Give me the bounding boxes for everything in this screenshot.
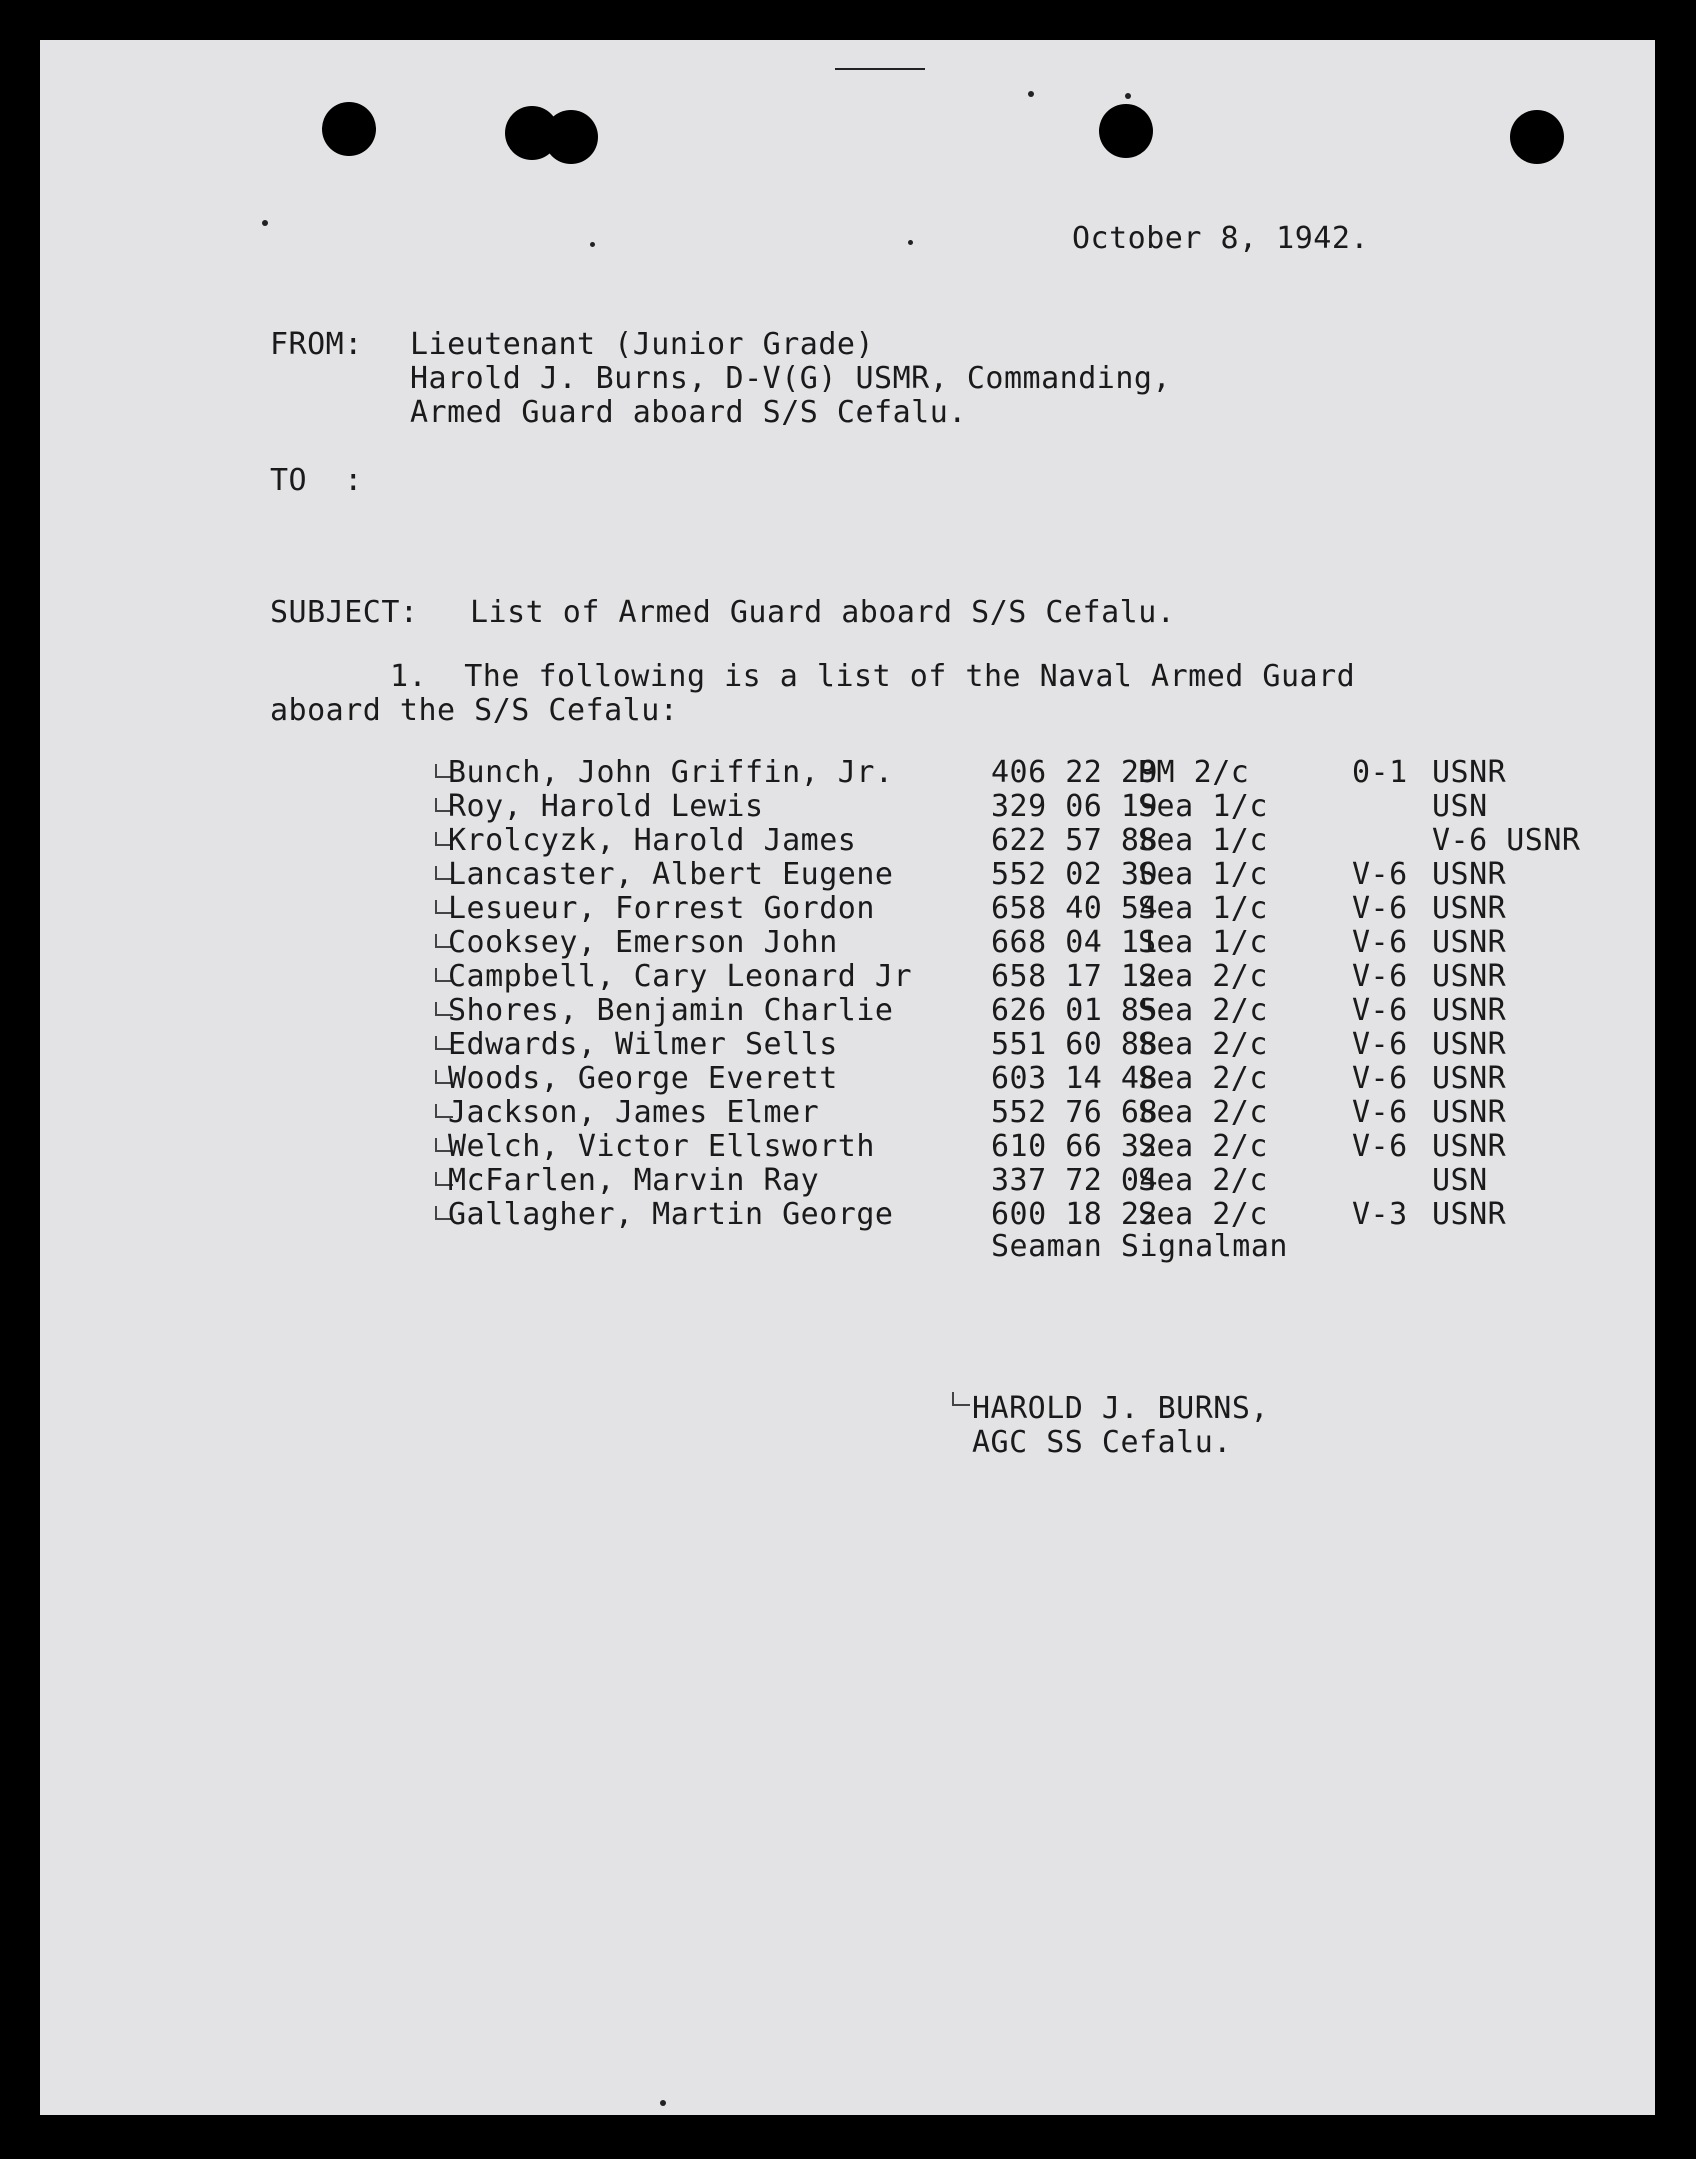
roster-row <box>40 790 1655 824</box>
roster-service: USNR <box>1432 925 1507 960</box>
roster-service: USNR <box>1432 857 1507 892</box>
roster-service: USNR <box>1432 959 1507 994</box>
roster-class: V-6 <box>1352 1061 1408 1096</box>
roster-service-number: 626 01 85 <box>991 993 1159 1028</box>
roster-service-number: 658 40 54 <box>991 891 1159 926</box>
speck <box>262 220 268 226</box>
roster-name: Krolcyzk, Harold James <box>448 823 857 858</box>
roster-service-number: 329 06 19 <box>991 789 1159 824</box>
roster-class: 0-1 <box>1352 755 1408 790</box>
roster-row <box>40 824 1655 858</box>
roster-class: V-6 <box>1352 1095 1408 1130</box>
roster-service-number: 668 04 11 <box>991 925 1159 960</box>
roster-service-number: 622 57 88 <box>991 823 1159 858</box>
roster-name: Roy, Harold Lewis <box>448 789 764 824</box>
roster-name: Bunch, John Griffin, Jr. <box>448 755 894 790</box>
roster-rate: Sea 2/c <box>1138 1061 1268 1096</box>
roster-class: V-6 <box>1352 1129 1408 1164</box>
roster-rate: Sea 1/c <box>1138 857 1268 892</box>
roster-name: Lesueur, Forrest Gordon <box>448 891 875 926</box>
subject-label: SUBJECT: <box>270 595 419 630</box>
roster-row <box>40 926 1655 960</box>
roster-rate: Sea 1/c <box>1138 789 1268 824</box>
roster-service: USNR <box>1432 1095 1507 1130</box>
roster-rate: Sea 2/c <box>1138 959 1268 994</box>
top-mark <box>835 68 925 70</box>
roster-name: Lancaster, Albert Eugene <box>448 857 894 892</box>
date: October 8, 1942. <box>1072 221 1369 256</box>
roster-service-number: 406 22 29 <box>991 755 1159 790</box>
punch-hole <box>322 102 376 156</box>
roster-rate: Sea 1/c <box>1138 891 1268 926</box>
signature-title: AGC SS Cefalu. <box>972 1425 1232 1460</box>
punch-hole <box>1510 110 1564 164</box>
punch-hole <box>544 110 598 164</box>
roster-class: V-6 <box>1352 857 1408 892</box>
roster-rate: Sea 2/c <box>1138 1197 1268 1232</box>
roster-service: USNR <box>1432 755 1507 790</box>
roster-row <box>40 994 1655 1028</box>
roster-class: V-6 <box>1352 993 1408 1028</box>
roster-name: Cooksey, Emerson John <box>448 925 838 960</box>
roster-service: V-6 USNR <box>1432 823 1581 858</box>
roster-service-number: 610 66 32 <box>991 1129 1159 1164</box>
roster-service: USNR <box>1432 1197 1507 1232</box>
roster-rate: Sea 1/c <box>1138 925 1268 960</box>
punch-hole <box>1099 104 1153 158</box>
to-label: TO : <box>270 463 363 498</box>
speck <box>908 240 913 245</box>
roster-service: USNR <box>1432 1027 1507 1062</box>
subject-text: List of Armed Guard aboard S/S Cefalu. <box>470 595 1176 630</box>
roster-row <box>40 1028 1655 1062</box>
speck <box>1028 91 1034 97</box>
roster-name: Shores, Benjamin Charlie <box>448 993 894 1028</box>
from-line: Armed Guard aboard S/S Cefalu. <box>410 395 967 430</box>
roster-service-number: 552 02 30 <box>991 857 1159 892</box>
from-line: Lieutenant (Junior Grade) <box>410 327 875 362</box>
roster-list <box>40 756 1655 1276</box>
roster-rate: BM 2/c <box>1138 755 1250 790</box>
roster-class: V-6 <box>1352 1027 1408 1062</box>
roster-row <box>40 1096 1655 1130</box>
roster-row <box>40 892 1655 926</box>
roster-rate: Sea 2/c <box>1138 1027 1268 1062</box>
from-line: Harold J. Burns, D-V(G) USMR, Commanding, <box>410 361 1172 396</box>
roster-name: Welch, Victor Ellsworth <box>448 1129 875 1164</box>
roster-row <box>40 756 1655 790</box>
roster-service: USN <box>1432 789 1488 824</box>
roster-service: USNR <box>1432 1129 1507 1164</box>
roster-rate: Sea 2/c <box>1138 1129 1268 1164</box>
roster-service-number: 600 18 22 <box>991 1197 1159 1232</box>
roster-service-number: 337 72 04 <box>991 1163 1159 1198</box>
roster-service: USN <box>1432 1163 1488 1198</box>
roster-row <box>40 1198 1655 1232</box>
roster-row <box>40 858 1655 892</box>
paragraph-line: aboard the S/S Cefalu: <box>270 693 679 728</box>
signature-name: HAROLD J. BURNS, <box>972 1391 1269 1426</box>
roster-row <box>40 1062 1655 1096</box>
roster-class: V-6 <box>1352 959 1408 994</box>
roster-service-number: 658 17 12 <box>991 959 1159 994</box>
roster-rate: Sea 2/c <box>1138 1095 1268 1130</box>
roster-note: Seaman Signalman <box>991 1229 1288 1264</box>
roster-service: USNR <box>1432 993 1507 1028</box>
roster-name: Edwards, Wilmer Sells <box>448 1027 838 1062</box>
roster-name: Campbell, Cary Leonard Jr <box>448 959 913 994</box>
speck <box>1125 93 1131 99</box>
speck <box>590 242 595 247</box>
roster-service-number: 551 60 88 <box>991 1027 1159 1062</box>
roster-row <box>40 1164 1655 1198</box>
roster-service: USNR <box>1432 1061 1507 1096</box>
from-label: FROM: <box>270 327 363 362</box>
roster-class: V-3 <box>1352 1197 1408 1232</box>
paragraph-line: 1. The following is a list of the Naval Armed Guard <box>390 659 1356 694</box>
roster-name: Gallagher, Martin George <box>448 1197 894 1232</box>
roster-service-number: 552 76 68 <box>991 1095 1159 1130</box>
roster-rate: Sea 2/c <box>1138 1163 1268 1198</box>
roster-rate: Sea 1/c <box>1138 823 1268 858</box>
roster-row <box>40 1130 1655 1164</box>
roster-service-number: 603 14 48 <box>991 1061 1159 1096</box>
roster-rate: Sea 2/c <box>1138 993 1268 1028</box>
roster-row <box>40 960 1655 994</box>
roster-name: Jackson, James Elmer <box>448 1095 820 1130</box>
roster-name: Woods, George Everett <box>448 1061 838 1096</box>
speck <box>660 2100 666 2106</box>
roster-service: USNR <box>1432 891 1507 926</box>
roster-class: V-6 <box>1352 891 1408 926</box>
check-mark <box>952 1392 970 1406</box>
roster-class: V-6 <box>1352 925 1408 960</box>
roster-name: McFarlen, Marvin Ray <box>448 1163 820 1198</box>
document-page <box>40 40 1655 2115</box>
